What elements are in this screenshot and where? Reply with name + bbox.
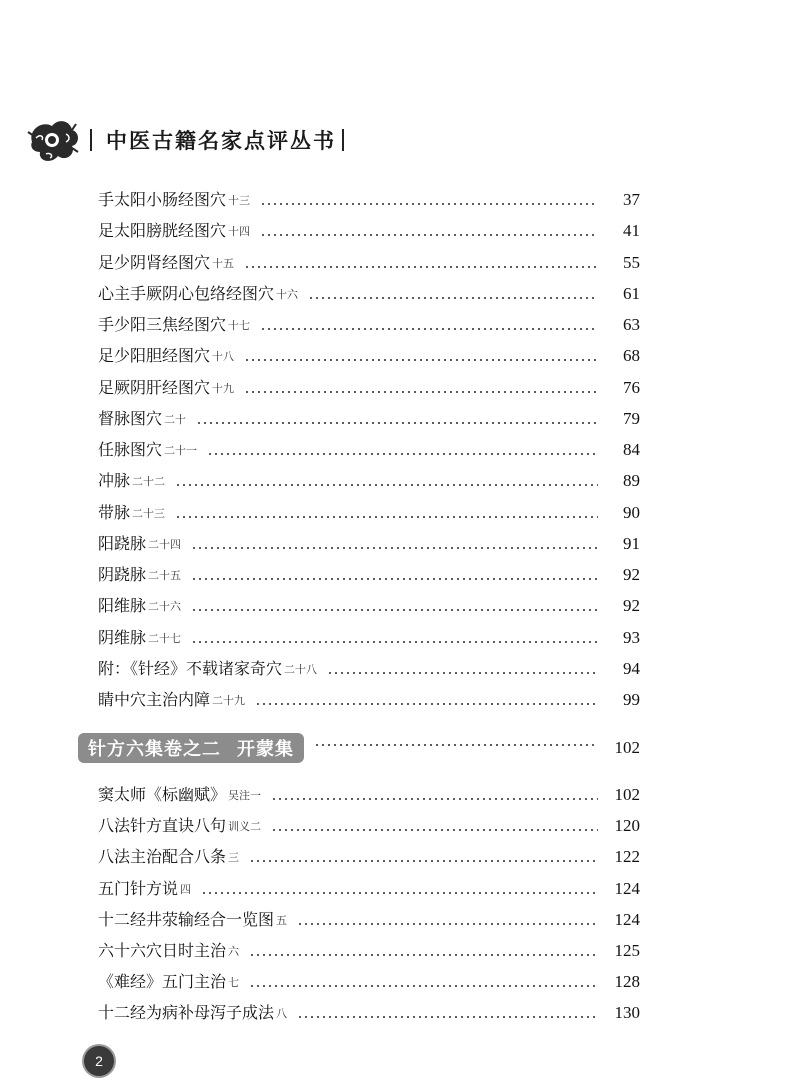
- entry-title: 冲脉: [98, 471, 131, 491]
- entry-title: 六十六穴日时主治: [98, 941, 227, 960]
- toc-entry[interactable]: [98, 623, 640, 649]
- entry-page: 125: [614, 941, 640, 960]
- entry-title: 十二经井荥输经合一览图: [98, 909, 275, 929]
- toc-entry[interactable]: [98, 874, 640, 900]
- toc-entry[interactable]: [98, 685, 640, 711]
- entry-number: 二十二: [132, 475, 166, 489]
- dragon-emblem-icon: [22, 112, 84, 168]
- entry-number: 十五: [212, 256, 235, 270]
- entry-title: 八法针方直诀八句: [98, 816, 227, 836]
- entry-number: 十七: [228, 319, 251, 332]
- entry-page: 41: [623, 221, 640, 241]
- leader-dots: [244, 359, 598, 361]
- entry-page: 90: [623, 502, 640, 522]
- entry-page: 61: [623, 283, 640, 303]
- entry-page: 76: [623, 377, 640, 397]
- page-number: 2: [95, 1053, 103, 1069]
- entry-page: 94: [623, 658, 640, 678]
- toc-entry[interactable]: [98, 185, 640, 211]
- toc-entry[interactable]: [98, 373, 640, 399]
- entry-title: 任脉图穴: [98, 440, 163, 459]
- entry-title: 附：《针经》不载诸家奇穴: [98, 658, 283, 678]
- leader-dots: [201, 892, 598, 894]
- entry-page: 55: [623, 252, 640, 272]
- leader-dots: [308, 297, 598, 299]
- header-bar-left: [90, 129, 92, 151]
- entry-title: 阳维脉: [98, 596, 147, 616]
- entry-page: 122: [614, 847, 640, 867]
- leader-dots: [327, 672, 598, 674]
- leader-dots: [244, 266, 598, 268]
- entry-page: 68: [623, 346, 640, 366]
- leader-dots: [297, 1016, 598, 1018]
- leader-dots: [314, 744, 598, 746]
- toc-entry[interactable]: [98, 811, 640, 837]
- toc-entry[interactable]: [98, 936, 640, 962]
- entry-number: 二十五: [148, 569, 182, 582]
- page-number-badge: [84, 1046, 114, 1076]
- leader-dots: [191, 578, 598, 580]
- leader-dots: [191, 641, 598, 643]
- entry-page: 124: [614, 909, 640, 929]
- entry-title: 手太阳小肠经图穴: [98, 190, 227, 209]
- section-heading[interactable]: [78, 733, 640, 763]
- leader-dots: [207, 453, 598, 455]
- toc-entry[interactable]: [98, 654, 640, 680]
- leader-dots: [175, 516, 598, 518]
- entry-number: 十六: [276, 287, 299, 301]
- entry-number: 二十七: [148, 631, 182, 645]
- entry-number: 十九: [212, 381, 235, 395]
- entry-page: 37: [623, 190, 640, 209]
- leader-dots: [271, 829, 598, 831]
- toc-entry[interactable]: [98, 560, 640, 586]
- series-title: 中医古籍名家点评丛书: [106, 128, 336, 153]
- entry-number: 二十: [164, 412, 187, 426]
- toc-entry[interactable]: [98, 780, 640, 806]
- entry-title: 足少阳胆经图穴: [98, 346, 211, 366]
- toc-entry[interactable]: [98, 435, 640, 461]
- leader-dots: [196, 422, 598, 424]
- leader-dots: [271, 798, 598, 800]
- entry-title: 阴跷脉: [98, 565, 147, 584]
- entry-page: 89: [623, 471, 640, 491]
- toc-entry[interactable]: [98, 905, 640, 931]
- section-page: 102: [614, 738, 640, 757]
- entry-number: 十四: [228, 225, 251, 239]
- leader-dots: [191, 547, 598, 549]
- entry-title: 督脉图穴: [98, 408, 163, 428]
- entry-title: 《难经》五门主治: [98, 972, 227, 992]
- entry-title: 五门针方说: [98, 878, 179, 898]
- entry-page: 124: [614, 878, 640, 898]
- entry-page: 128: [614, 972, 640, 992]
- leader-dots: [249, 860, 598, 862]
- entry-title: 阴维脉: [98, 627, 147, 647]
- entry-number: 五: [276, 913, 288, 927]
- entry-title: 睛中穴主治内障: [98, 690, 211, 709]
- entry-number: 二十九: [212, 694, 246, 707]
- entry-number: 吴注一: [228, 789, 262, 802]
- leader-dots: [175, 484, 598, 486]
- entry-number: 二十八: [284, 662, 318, 676]
- entry-page: 79: [623, 408, 640, 428]
- leader-dots: [260, 234, 598, 236]
- entry-page: 130: [614, 1003, 640, 1023]
- entry-number: 六: [228, 945, 240, 958]
- toc-entry[interactable]: [98, 216, 640, 242]
- entry-number: 二十四: [148, 537, 182, 551]
- leader-dots: [260, 203, 598, 205]
- entry-number: 二十三: [132, 506, 166, 520]
- toc-entry[interactable]: [98, 341, 640, 367]
- toc-entry[interactable]: [98, 842, 640, 868]
- entry-title: 带脉: [98, 502, 131, 522]
- leader-dots: [244, 391, 598, 393]
- toc-entry[interactable]: [98, 404, 640, 430]
- entry-number: 七: [228, 976, 240, 990]
- entry-page: 92: [623, 596, 640, 616]
- entry-title: 阳跷脉: [98, 533, 147, 553]
- toc-entry[interactable]: [98, 498, 640, 524]
- entry-number: 二十一: [164, 444, 198, 457]
- entry-number: 三: [228, 851, 240, 865]
- entry-page: 99: [623, 690, 640, 709]
- entry-page: 92: [623, 565, 640, 584]
- leader-dots: [249, 954, 598, 956]
- entry-number: 十三: [228, 194, 251, 207]
- toc-entry[interactable]: [98, 998, 640, 1024]
- header-bar-right: [342, 129, 344, 151]
- leader-dots: [191, 609, 598, 611]
- entry-title: 窦太师《标幽赋》: [98, 785, 227, 804]
- entry-page: 93: [623, 627, 640, 647]
- leader-dots: [260, 328, 598, 330]
- entry-title: 八法主治配合八条: [98, 847, 227, 867]
- entry-number: 四: [180, 882, 192, 896]
- leader-dots: [249, 985, 598, 987]
- entry-title: 足少阴肾经图穴: [98, 252, 211, 272]
- entry-number: 二十六: [148, 600, 182, 614]
- toc-entry[interactable]: [98, 248, 640, 274]
- toc-entry[interactable]: [98, 967, 640, 993]
- leader-dots: [297, 923, 598, 925]
- toc-entry[interactable]: [98, 310, 640, 336]
- entry-number: 十八: [212, 350, 235, 364]
- section-label: 针方六集卷之二 开蒙集: [78, 733, 304, 763]
- leader-dots: [255, 703, 598, 705]
- entry-page: 84: [623, 440, 640, 459]
- entry-page: 91: [623, 533, 640, 553]
- toc-entry[interactable]: [98, 591, 640, 617]
- entry-page: 102: [614, 785, 640, 804]
- entry-title: 十二经为病补母泻子成法: [98, 1003, 275, 1023]
- entry-page: 120: [614, 816, 640, 836]
- entry-title: 手少阳三焦经图穴: [98, 315, 227, 334]
- entry-number: 八: [276, 1007, 288, 1021]
- series-header: [22, 112, 350, 168]
- entry-number: 训义二: [228, 820, 262, 834]
- entry-title: 心主手厥阴心包络经图穴: [98, 283, 275, 303]
- entry-title: 足太阳膀胱经图穴: [98, 221, 227, 241]
- entry-page: 63: [623, 315, 640, 334]
- toc-entry[interactable]: [98, 279, 640, 305]
- entry-title: 足厥阴肝经图穴: [98, 377, 211, 397]
- toc-entry[interactable]: [98, 466, 640, 492]
- toc-entry[interactable]: [98, 529, 640, 555]
